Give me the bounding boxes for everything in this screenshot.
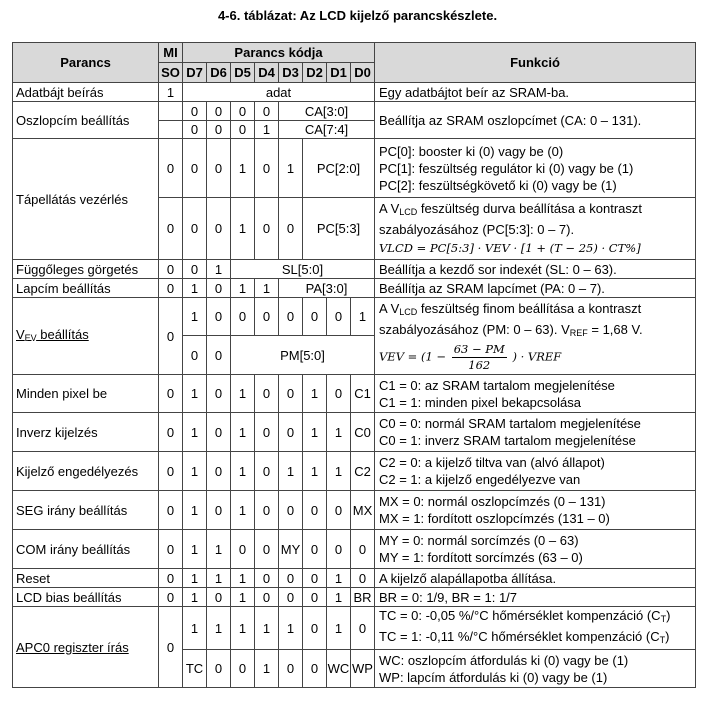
bit-cell: 1 (231, 139, 255, 198)
function-text (375, 452, 696, 491)
bit-cell: 1 (279, 452, 303, 491)
function-line: WP: lapcím átfordulás ki (0) vagy be (1) (379, 669, 608, 685)
bit-cell: TC (183, 650, 207, 688)
table-row (13, 375, 696, 413)
bit-cell: C0 (351, 413, 375, 452)
bit-cell: 0 (231, 530, 255, 569)
table-row (13, 588, 696, 607)
command-name: Inverz kijelzés (13, 413, 159, 452)
bit-cell: 1 (303, 452, 327, 491)
header-bit: D3 (279, 63, 303, 83)
bit-cell: 1 (207, 260, 231, 279)
function-line: A $V_{LCD}$ feszültség durva beállítása a kontraszt (379, 201, 642, 217)
bit-cell: 0 (327, 298, 351, 336)
function-line: WC: oszlopcím átfordulás ki (0) vagy be (1) (379, 652, 629, 668)
function-line: C2 = 1: a kijelző engedélyezve van (379, 472, 581, 487)
bit-cell: 1 (183, 607, 207, 650)
command-name: Oszlopcím beállítás (13, 102, 159, 139)
bit-cell: 0 (255, 530, 279, 569)
bit-cell: 0 (255, 375, 279, 413)
bit-cell: 1 (231, 198, 255, 260)
bit-cell: 0 (279, 413, 303, 452)
bit-cell: 0 (255, 452, 279, 491)
table-title: 4-6. táblázat: Az LCD kijelző parancskészlete. (217, 8, 498, 23)
bit-cell: 0 (351, 569, 375, 588)
command-name: LCD bias beállítás (13, 588, 159, 607)
table-row (13, 102, 696, 121)
bit-cell: 0 (207, 102, 231, 121)
function-line: TC = 0: -0,05 %/°C hőmérséklet kompenzáció $(C_T)$ (379, 608, 671, 624)
table-row (13, 279, 696, 298)
function-text (375, 198, 696, 260)
bit-cell: C2 (351, 452, 375, 491)
bit-cell: 0 (207, 198, 231, 260)
table-row (13, 260, 696, 279)
bit-cell: 0 (303, 588, 327, 607)
function-text: Beállítja a kezdő sor indexét (SL: 0 – 63). (375, 260, 696, 279)
bit-cell: BR (351, 588, 375, 607)
command-name: Tápellátás vezérlés (13, 139, 159, 260)
bit-cell: 0 (231, 121, 255, 139)
bit-cell: 1 (183, 298, 207, 336)
bit-cell: 0 (231, 298, 255, 336)
bit-cell: 0 (255, 413, 279, 452)
miso-cell: 0 (159, 298, 183, 375)
bit-cell: 1 (351, 298, 375, 336)
command-name: Adatbájt beírás (13, 83, 159, 102)
header-bit: D1 (327, 63, 351, 83)
command-name: Kijelző engedélyezés (13, 452, 159, 491)
function-text (375, 607, 696, 650)
command-name: SEG irány beállítás (13, 491, 159, 530)
function-line: C1 = 0: az SRAM tartalom megjelenítése (379, 377, 615, 393)
code-field: PM[5:0] (231, 336, 375, 375)
miso-cell: 0 (159, 569, 183, 588)
function-line: C0 = 1: inverz SRAM tartalom megjelenítése (379, 433, 636, 448)
bit-cell: 0 (207, 588, 231, 607)
bit-cell: 0 (207, 121, 231, 139)
bit-cell: 1 (279, 607, 303, 650)
function-line: MY = 0: normál sorcímzés (0 – 63) (379, 533, 579, 548)
formula: VLCD = PC[5:3] · VEV · [1 + (T − 25) · CT%] (379, 241, 641, 255)
formula: VEV = (1 − $\frac{63 - PM}{162}$ ) · VREF (379, 341, 562, 372)
bit-cell: C1 (351, 375, 375, 413)
bit-cell: 0 (279, 298, 303, 336)
header-function: Funkció (375, 43, 696, 83)
bit-cell: 0 (327, 530, 351, 569)
header-miso-bottom: SO (159, 63, 183, 83)
bit-cell: 1 (207, 569, 231, 588)
function-line: MX = 1: fordított oszlopcímzés (131 – 0) (379, 511, 610, 526)
code-field: PA[3:0] (279, 279, 375, 298)
function-text: A kijelző alapállapotba állítása. (375, 569, 696, 588)
bit-cell: 0 (183, 121, 207, 139)
code-field: CA[7:4] (279, 121, 375, 139)
bit-cell: 1 (183, 413, 207, 452)
function-line: C0 = 0: normál SRAM tartalom megjelenítése (379, 416, 641, 431)
function-text: Egy adatbájtot beír az SRAM-ba. (375, 83, 696, 102)
bit-cell: 0 (279, 588, 303, 607)
bit-cell: WC (327, 650, 351, 688)
bit-cell: 0 (279, 375, 303, 413)
bit-cell: 1 (327, 413, 351, 452)
header-bit: D0 (351, 63, 375, 83)
bit-cell: 1 (279, 139, 303, 198)
bit-cell: 1 (231, 491, 255, 530)
bit-cell: 0 (303, 650, 327, 688)
function-line: szabályozásához (PM: 0 – 63). $V_{REF} = 1,68$ V. (379, 321, 643, 338)
bit-cell: 0 (207, 298, 231, 336)
bit-cell: 0 (255, 491, 279, 530)
bit-cell: 0 (303, 569, 327, 588)
bit-cell: 1 (255, 607, 279, 650)
function-text: Beállítja az SRAM lapcímet (PA: 0 – 7). (375, 279, 696, 298)
function-text (375, 491, 696, 530)
bit-cell: 1 (327, 452, 351, 491)
table-row (13, 298, 696, 336)
bit-cell: 1 (255, 279, 279, 298)
function-text (375, 375, 696, 413)
header-code: Parancs kódja (183, 43, 375, 63)
bit-cell: 1 (255, 121, 279, 139)
bit-cell: 0 (183, 260, 207, 279)
miso-cell: 0 (159, 588, 183, 607)
miso-cell: 0 (159, 452, 183, 491)
bit-cell: 1 (183, 279, 207, 298)
bit-cell: 1 (231, 279, 255, 298)
bit-cell: 0 (351, 530, 375, 569)
function-line: szabályozásához (PC[5:3]: 0 – 7). (379, 222, 575, 237)
code-field: CA[3:0] (279, 102, 375, 121)
miso-cell: 1 (159, 83, 183, 102)
function-line: MY = 1: fordított sorcímzés (63 – 0) (379, 550, 583, 565)
bit-cell: 0 (183, 336, 207, 375)
function-text: BR = 0: 1/9, BR = 1: 1/7 (375, 588, 696, 607)
bit-cell: WP (351, 650, 375, 688)
header-bit: D2 (303, 63, 327, 83)
code-field: SL[5:0] (231, 260, 375, 279)
function-line: PC[2]: feszültségkövető ki (0) vagy be (1) (379, 177, 617, 193)
bit-cell: 1 (183, 530, 207, 569)
bit-cell: 1 (207, 607, 231, 650)
bit-cell: 1 (231, 588, 255, 607)
bit-cell: 1 (183, 452, 207, 491)
function-line: A $V_{LCD}$ feszültség finom beállítása a kontraszt (379, 300, 642, 317)
table-row (13, 413, 696, 452)
bit-cell: 0 (231, 102, 255, 121)
miso-cell (159, 102, 183, 121)
bit-cell: 1 (303, 375, 327, 413)
table-row (13, 452, 696, 491)
bit-cell: 0 (327, 375, 351, 413)
function-line: PC[0]: booster ki (0) vagy be (0) (379, 143, 564, 159)
bit-cell: 1 (303, 413, 327, 452)
command-name: COM irány beállítás (13, 530, 159, 569)
command-name: APC0 regiszter írás (13, 607, 159, 688)
bit-cell: 0 (255, 588, 279, 607)
bit-cell: 0 (207, 491, 231, 530)
bit-cell: 0 (207, 413, 231, 452)
function-line: TC = 1: -0,11 %/°C hőmérséklet kompenzáció $(C_T)$ (379, 629, 670, 645)
bit-cell: 1 (231, 413, 255, 452)
bit-cell: 0 (231, 650, 255, 688)
table-row (13, 530, 696, 569)
bit-cell: 1 (231, 375, 255, 413)
bit-cell: 0 (255, 102, 279, 121)
table-row (13, 607, 696, 650)
bit-cell: 1 (327, 569, 351, 588)
miso-cell: 0 (159, 260, 183, 279)
bit-cell: 1 (255, 650, 279, 688)
bit-cell: 1 (183, 491, 207, 530)
command-name: Minden pixel be (13, 375, 159, 413)
command-name: Lapcím beállítás (13, 279, 159, 298)
header-bit: D7 (183, 63, 207, 83)
table-row (13, 139, 696, 198)
header-miso-top: MI (159, 43, 183, 63)
bit-cell: 1 (231, 607, 255, 650)
miso-cell (159, 121, 183, 139)
miso-cell: 0 (159, 375, 183, 413)
function-text (375, 413, 696, 452)
function-text (375, 650, 696, 688)
bit-cell: 0 (207, 139, 231, 198)
bit-cell: 0 (279, 569, 303, 588)
bit-cell: 0 (279, 650, 303, 688)
command-name: Függőleges görgetés (13, 260, 159, 279)
bit-cell: 1 (231, 569, 255, 588)
bit-cell: MY (279, 530, 303, 569)
bit-cell: 0 (207, 452, 231, 491)
command-name: $V_{EV}$ beállítás (13, 298, 159, 375)
function-text (375, 139, 696, 198)
header-command: Parancs (13, 43, 159, 83)
miso-cell: 0 (159, 413, 183, 452)
bit-cell: 1 (327, 607, 351, 650)
miso-cell: 0 (159, 279, 183, 298)
bit-cell: 0 (207, 375, 231, 413)
bit-cell: 0 (279, 198, 303, 260)
header-bit: D6 (207, 63, 231, 83)
command-name: Reset (13, 569, 159, 588)
bit-cell: 0 (255, 298, 279, 336)
bit-cell: 0 (255, 198, 279, 260)
lcd-command-table (12, 42, 696, 688)
bit-cell: 0 (183, 198, 207, 260)
function-text (375, 530, 696, 569)
bit-cell: 0 (207, 279, 231, 298)
header-bit: D5 (231, 63, 255, 83)
code-field: PC[5:3] (303, 198, 375, 260)
bit-cell: 0 (303, 491, 327, 530)
bit-cell: 0 (255, 569, 279, 588)
bit-cell: 0 (207, 650, 231, 688)
bit-cell: 0 (327, 491, 351, 530)
miso-cell: 0 (159, 491, 183, 530)
function-text: Beállítja az SRAM oszlopcímet (CA: 0 – 131). (375, 102, 696, 139)
miso-cell: 0 (159, 607, 183, 688)
function-line: C2 = 0: a kijelző tiltva van (alvó állapot) (379, 455, 605, 470)
bit-cell: 0 (351, 607, 375, 650)
bit-cell: 0 (183, 139, 207, 198)
function-text (375, 298, 696, 375)
bit-cell: 1 (183, 375, 207, 413)
miso-cell: 0 (159, 530, 183, 569)
miso-cell: 0 (159, 198, 183, 260)
function-line: MX = 0: normál oszlopcímzés (0 – 131) (379, 494, 606, 509)
bit-cell: 0 (255, 139, 279, 198)
bit-cell: 0 (303, 298, 327, 336)
bit-cell: 1 (183, 588, 207, 607)
miso-cell: 0 (159, 139, 183, 198)
bit-cell: 1 (183, 569, 207, 588)
bit-cell: 1 (207, 530, 231, 569)
code-field: PC[2:0] (303, 139, 375, 198)
bit-cell: 1 (327, 588, 351, 607)
table-row (13, 491, 696, 530)
bit-cell: 0 (303, 530, 327, 569)
bit-cell: 0 (207, 336, 231, 375)
table-row (13, 83, 696, 102)
bit-cell: MX (351, 491, 375, 530)
function-line: PC[1]: feszültség regulátor ki (0) vagy be (1) (379, 160, 634, 176)
bit-cell: 0 (183, 102, 207, 121)
bit-cell: 1 (231, 452, 255, 491)
function-line: C1 = 1: minden pixel bekapcsolása (379, 394, 581, 410)
table-row (13, 569, 696, 588)
bit-cell: 0 (303, 607, 327, 650)
bit-cell: 0 (279, 491, 303, 530)
header-bit: D4 (255, 63, 279, 83)
code-field: adat (183, 83, 375, 102)
